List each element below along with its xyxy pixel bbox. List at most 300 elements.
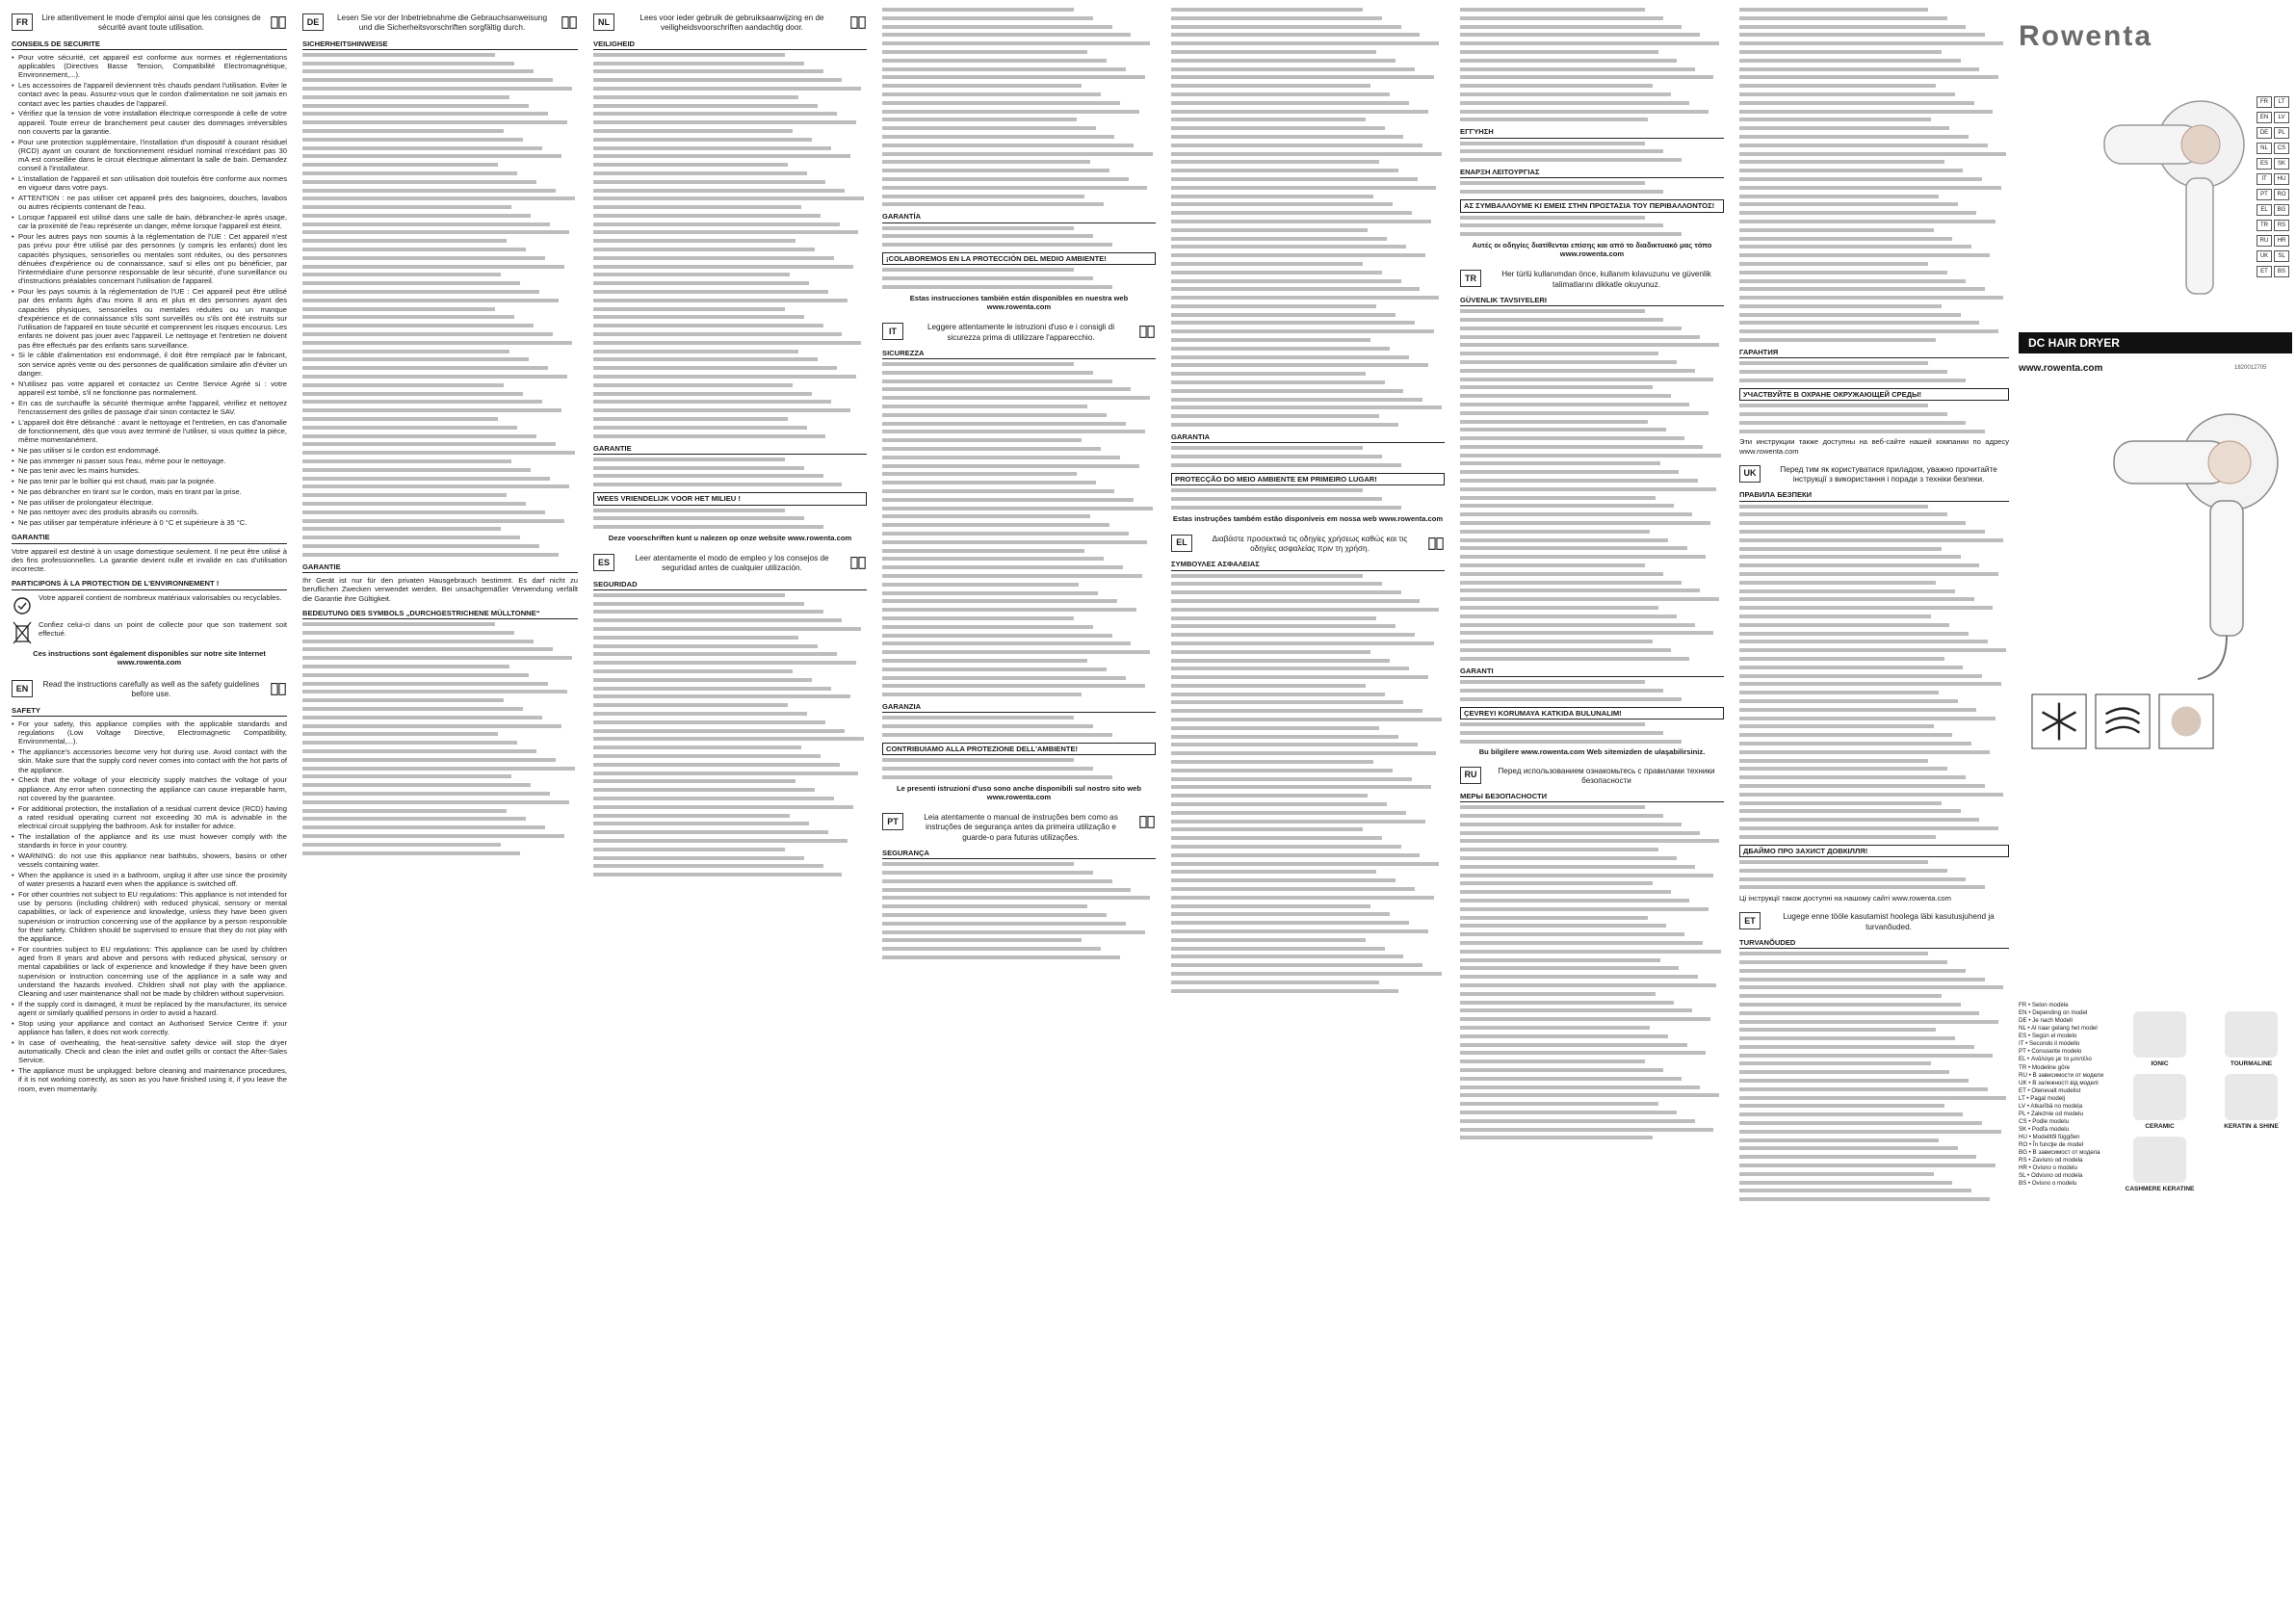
text-line-placeholder [882, 447, 1101, 451]
language-code-tag: IT [2257, 173, 2272, 185]
text-line-placeholder [1739, 67, 1979, 71]
fr-env-text-2: Confiez celui-ci dans un point de collecte pour que son traitement soit effectué. [39, 619, 287, 638]
text-line-placeholder [1460, 648, 1671, 652]
text-line-placeholder [593, 357, 818, 361]
text-line-placeholder [1171, 794, 1368, 798]
text-line-placeholder [882, 144, 1134, 147]
text-line-placeholder [593, 69, 823, 73]
text-line-placeholder [1739, 750, 1990, 754]
feature-label: IONIC [2151, 1060, 2169, 1067]
text-line-placeholder [1739, 724, 1934, 728]
text-line-placeholder [1460, 50, 1658, 54]
text-line-placeholder [593, 703, 788, 707]
text-line-placeholder [1460, 975, 1698, 979]
text-line-placeholder [1460, 615, 1677, 618]
et-safety-body [1739, 952, 2009, 1201]
text-line-placeholder [1739, 530, 1985, 534]
text-line-placeholder [882, 724, 1093, 728]
text-line-placeholder [1171, 84, 1370, 88]
text-line-placeholder [593, 104, 818, 108]
text-line-placeholder [1739, 1146, 1958, 1150]
text-line-placeholder [1739, 952, 1928, 955]
text-line-placeholder [1171, 321, 1415, 325]
model-legend [2019, 1002, 2110, 1189]
fr-safety-item: • Pour votre sécurité, cet appareil est conforme aux normes et réglementations applicables (Directives Basse Tension, Compatibilité Electromagnétique, Environnement,...). [18, 53, 287, 80]
text-line-placeholder [1460, 118, 1648, 121]
lang-code-pt: PT [882, 813, 903, 830]
text-line-placeholder [593, 856, 804, 860]
ru-env-body [1739, 404, 2009, 432]
text-line-placeholder [1739, 563, 1979, 567]
text-line-placeholder [1739, 329, 1998, 333]
de-safety-body [302, 53, 578, 557]
text-line-placeholder [882, 126, 1096, 130]
text-line-placeholder [593, 350, 798, 353]
legend-entry: PL • Zależnie od modelu [2019, 1110, 2083, 1117]
text-line-placeholder [1460, 1077, 1682, 1081]
read-manual-icon [270, 680, 287, 697]
text-line-placeholder [1171, 245, 1406, 249]
ru-safety-continued [1739, 8, 2009, 342]
text-line-placeholder [302, 442, 556, 446]
text-line-placeholder [1460, 41, 1719, 45]
it-guarantee-title: GARANZIA [882, 702, 1156, 713]
text-line-placeholder [302, 656, 572, 660]
text-line-placeholder [1460, 385, 1653, 389]
text-line-placeholder [882, 616, 1074, 620]
text-line-placeholder [1460, 110, 1709, 114]
text-line-placeholder [882, 84, 1082, 88]
text-line-placeholder [1171, 853, 1420, 857]
text-line-placeholder [1171, 709, 1422, 713]
fr-safety-item: • Ne pas immerger ni passer sous l'eau, même pour le nettoyage. [18, 457, 287, 465]
es-header [593, 554, 867, 574]
text-line-placeholder [302, 205, 511, 209]
text-line-placeholder [1171, 777, 1412, 781]
text-line-placeholder [593, 779, 796, 783]
text-line-placeholder [1171, 497, 1382, 501]
text-line-placeholder [302, 408, 561, 412]
nl-safety-body [593, 53, 867, 438]
text-line-placeholder [593, 864, 823, 868]
uk-safety-title: ПРАВИЛА БЕЗПЕКИ [1739, 490, 2009, 501]
text-line-placeholder [1739, 75, 1998, 79]
text-line-placeholder [882, 591, 1098, 595]
nl-guarantee-title: GARANTIE [593, 444, 867, 455]
text-line-placeholder [1460, 530, 1650, 534]
text-line-placeholder [593, 171, 807, 175]
text-line-placeholder [882, 549, 1084, 553]
text-line-placeholder [302, 544, 539, 548]
text-line-placeholder [302, 69, 534, 73]
text-line-placeholder [1171, 590, 1401, 594]
es-env-title: ¡COLABOREMOS EN LA PROTECCIÓN DEL MEDIO AMBIENTE! [882, 252, 1156, 265]
read-manual-icon [1427, 535, 1445, 552]
text-line-placeholder [593, 848, 785, 851]
text-line-placeholder [1739, 978, 1985, 981]
text-line-placeholder [302, 375, 567, 379]
text-line-placeholder [593, 729, 845, 733]
tr-env-body [1460, 722, 1724, 744]
text-line-placeholder [1739, 784, 1985, 788]
text-line-placeholder [1460, 924, 1666, 928]
text-line-placeholder [882, 387, 1131, 391]
text-line-placeholder [593, 248, 815, 251]
text-line-placeholder [302, 792, 550, 796]
en-safety-item: • If the supply cord is damaged, it must be replaced by the manufacturer, its service agent or similarly qualified persons in order to avoid a hazard. [18, 1000, 287, 1018]
lang-code-es: ES [593, 554, 614, 571]
text-line-placeholder [302, 451, 575, 455]
text-line-placeholder [1460, 874, 1713, 877]
text-line-placeholder [882, 896, 1150, 900]
text-line-placeholder [882, 169, 1109, 172]
text-line-placeholder [1171, 202, 1393, 206]
column-fr-en [6, 8, 293, 1614]
text-line-placeholder [1739, 648, 2006, 652]
column-ru-uk-et [1734, 8, 2015, 1614]
text-line-placeholder [1739, 733, 1952, 737]
text-line-placeholder [1460, 394, 1671, 398]
language-code-tag: RU [2257, 235, 2272, 247]
text-line-placeholder [302, 265, 564, 269]
fr-safety-item: • Vérifiez que la tension de votre installation électrique corresponde à celle de votre appareil. Toute erreur de branchement peut causer des dommages irréversibles non couverts par la garantie. [18, 109, 287, 136]
lang-code-tr: TR [1460, 270, 1481, 287]
text-line-placeholder [593, 146, 831, 150]
text-line-placeholder [302, 434, 536, 438]
text-line-placeholder [882, 464, 1139, 468]
text-line-placeholder [1460, 403, 1689, 406]
text-line-placeholder [302, 783, 531, 787]
en-intro: Read the instructions carefully as well as the safety guidelines before use. [42, 680, 260, 699]
text-line-placeholder [1171, 488, 1363, 492]
text-line-placeholder [1460, 555, 1706, 559]
it-intro: Leggere attentamente le istruzioni d'uso e i consigli di sicurezza prima di utilizzare l'apparecchio. [926, 323, 1115, 342]
text-line-placeholder [1460, 992, 1656, 996]
uk-intro: Перед тим як користуватися приладом, уважно прочитайте інструкції з використання і поради з техніки безпеки. [1780, 464, 1997, 484]
el-safety-body [1171, 574, 1445, 993]
text-line-placeholder [302, 459, 511, 463]
text-line-placeholder [593, 383, 793, 387]
text-line-placeholder [1460, 899, 1689, 903]
text-line-placeholder [593, 720, 825, 724]
text-line-placeholder [882, 767, 1093, 771]
de-intro: Lesen Sie vor der Inbetriebnahme die Gebrauchsanweisung und die Sicherheitsvorschriften sorgfältig durch. [336, 13, 548, 33]
text-line-placeholder [1460, 640, 1653, 643]
text-line-placeholder [1171, 624, 1396, 628]
et-intro: Lugege enne tööle kasutamist hoolega läbi kasutusjuhend ja turvanõuded. [1783, 912, 1995, 931]
text-line-placeholder [882, 716, 1074, 719]
text-line-placeholder [1739, 1130, 2001, 1134]
text-line-placeholder [1171, 446, 1363, 450]
text-line-placeholder [1739, 717, 1996, 720]
feature-image [2225, 1011, 2278, 1058]
ru-env-title: УЧАСТВУЙТЕ В ОХРАНЕ ОКРУЖАЮЩЕЙ СРЕДЫ! [1739, 388, 2009, 401]
et-header [1739, 912, 2009, 932]
text-line-placeholder [882, 226, 1074, 230]
text-line-placeholder [1739, 860, 1928, 864]
text-line-placeholder [302, 239, 507, 243]
it-footer: Le presenti istruzioni d'uso sono anche disponibili sul nostro sito web www.rowenta.com [896, 783, 1142, 801]
text-line-placeholder [1739, 1045, 1974, 1049]
text-line-placeholder [882, 955, 1120, 959]
text-line-placeholder [1460, 916, 1648, 920]
text-line-placeholder [302, 707, 523, 711]
language-code-tag: RS [2274, 220, 2289, 231]
text-line-placeholder [593, 400, 831, 404]
text-line-placeholder [882, 396, 1150, 400]
text-line-placeholder [1460, 1017, 1710, 1021]
lang-code-de: DE [302, 13, 324, 31]
legend-entry: RS • Zavisno od modela [2019, 1157, 2083, 1164]
text-line-placeholder [302, 273, 501, 276]
text-line-placeholder [1171, 896, 1434, 900]
es-guarantee-body [882, 226, 1156, 248]
text-line-placeholder [1171, 414, 1379, 418]
text-line-placeholder [1739, 767, 1947, 771]
text-line-placeholder [302, 851, 520, 855]
text-line-placeholder [1739, 1197, 1990, 1201]
text-line-placeholder [1739, 135, 1969, 139]
text-line-placeholder [882, 379, 1112, 383]
fr-safety-item: • ATTENTION : ne pas utiliser cet appareil près des baignoires, douches, lavabos ou autres récipients contenant de l'eau. [18, 194, 287, 212]
text-line-placeholder [593, 375, 856, 379]
text-line-placeholder [593, 627, 861, 631]
text-line-placeholder [882, 498, 1134, 502]
text-line-placeholder [593, 281, 809, 285]
text-line-placeholder [1739, 126, 1949, 130]
text-line-placeholder [882, 481, 1096, 484]
text-line-placeholder [1739, 826, 1998, 830]
text-line-placeholder [593, 120, 856, 124]
fr-safety-item: • Ne pas utiliser de prolongateur électrique. [18, 498, 287, 507]
text-line-placeholder [1739, 775, 1966, 779]
tr-guarantee-title: GARANTI [1460, 667, 1724, 677]
text-line-placeholder [882, 202, 1104, 206]
text-line-placeholder [1460, 411, 1709, 415]
text-line-placeholder [302, 665, 509, 668]
fr-safety-item: • Pour les autres pays non soumis à la réglementation de l'UE : Cet appareil n'est pas prévu pour être utilisé par des personnes (y compris les enfants) dont les capacités physiques, sensorielles ou mentales sont réduites, ou des personnes dénuées d'expérience ou de connaissance, sauf si elles ont pu bénéficier, par l'intermédiaire d'une personne responsable de leur sécurité, d'une surveillance ou d'instructions préalables concernant l'utilisation de l'appareil. [18, 232, 287, 286]
text-line-placeholder [1739, 994, 1942, 998]
text-line-placeholder [882, 422, 1126, 426]
text-line-placeholder [1460, 1119, 1695, 1123]
text-line-placeholder [593, 214, 821, 218]
it-safety-body [882, 362, 1156, 696]
text-line-placeholder [1739, 708, 1976, 712]
text-line-placeholder [593, 509, 785, 512]
text-line-placeholder [593, 112, 837, 116]
text-line-placeholder [1171, 785, 1431, 789]
diffuser-icon [2158, 693, 2214, 749]
text-line-placeholder [593, 196, 864, 200]
text-line-placeholder [302, 400, 542, 404]
text-line-placeholder [882, 8, 1074, 12]
feature-tile [2119, 1137, 2201, 1193]
text-line-placeholder [1739, 110, 1993, 114]
text-line-placeholder [882, 489, 1114, 493]
text-line-placeholder [1460, 740, 1682, 744]
language-index [2257, 96, 2289, 277]
legend-entry: BS • Ovisno o modelu [2019, 1180, 2077, 1188]
text-line-placeholder [593, 222, 840, 226]
text-line-placeholder [1171, 177, 1418, 181]
text-line-placeholder [882, 67, 1126, 71]
read-manual-icon [270, 13, 287, 31]
text-line-placeholder [1460, 327, 1682, 330]
legend-entry: EL • Ανάλογα με το μοντέλο [2019, 1056, 2092, 1063]
text-line-placeholder [1739, 253, 1990, 257]
text-line-placeholder [302, 690, 567, 693]
text-line-placeholder [1739, 632, 1969, 636]
text-line-placeholder [593, 839, 848, 843]
text-line-placeholder [882, 922, 1126, 926]
language-code-tag: SL [2274, 250, 2289, 262]
el-guarantee-title: ΕΓΓΥΗΣΗ [1460, 127, 1724, 138]
text-line-placeholder [882, 25, 1112, 29]
text-line-placeholder [1460, 597, 1719, 601]
text-line-placeholder [1460, 158, 1682, 162]
text-line-placeholder [1739, 960, 1947, 964]
language-code-tag: FR [2257, 96, 2272, 108]
text-line-placeholder [593, 180, 825, 184]
text-line-placeholder [1739, 25, 1966, 29]
el-footer: Αυτές οι οδηγίες διατίθενται επίσης και από το διαδικτυακό μας τόπο www.rowenta.com [1472, 240, 1712, 259]
text-line-placeholder [882, 888, 1131, 892]
text-line-placeholder [302, 120, 567, 124]
text-line-placeholder [1739, 547, 1942, 551]
text-line-placeholder [302, 631, 514, 635]
text-line-placeholder [302, 112, 548, 116]
read-manual-icon [849, 554, 867, 571]
text-line-placeholder [1739, 793, 2003, 797]
text-line-placeholder [1460, 823, 1682, 826]
rowenta-logo: Rowenta [2019, 20, 2153, 52]
fr-safety-item: • Les accessoires de l'appareil deviennent très chauds pendant l'utilisation. Eviter le contact avec la peau. Assurez-vous que le cordon d'alimentation ne soit jamais en contact avec les parties chaudes de l'appareil. [18, 81, 287, 108]
text-line-placeholder [882, 160, 1090, 164]
text-line-placeholder [302, 366, 548, 370]
es-intro: Leer atentamente el modo de empleo y los consejos de seguridad antes de cualquier utilización. [635, 554, 829, 573]
legend-entry: TR • Modeline göre [2019, 1063, 2071, 1071]
text-line-placeholder [882, 118, 1077, 121]
language-code-tag: SK [2274, 158, 2289, 170]
text-line-placeholder [1171, 718, 1442, 721]
text-line-placeholder [1739, 657, 1944, 661]
fr-safety-list [12, 53, 287, 528]
text-line-placeholder [302, 502, 526, 506]
text-line-placeholder [1739, 1011, 1979, 1015]
language-code-tag: DE [2257, 127, 2272, 139]
text-line-placeholder [1460, 839, 1719, 843]
text-line-placeholder [1460, 25, 1682, 29]
text-line-placeholder [302, 189, 556, 193]
text-line-placeholder [882, 608, 1136, 612]
text-line-placeholder [882, 456, 1120, 459]
text-line-placeholder [593, 610, 823, 614]
text-line-placeholder [1739, 640, 1988, 643]
language-code-tag: ES [2257, 158, 2272, 170]
text-line-placeholder [1460, 521, 1710, 525]
text-line-placeholder [302, 817, 526, 821]
text-line-placeholder [1171, 279, 1401, 283]
text-line-placeholder [1739, 597, 1974, 601]
text-line-placeholder [302, 774, 511, 778]
legend-entry: UK • В залежності від моделі [2019, 1079, 2099, 1086]
text-line-placeholder [1460, 190, 1663, 194]
legend-entry: FR • Selon modèle [2019, 1002, 2069, 1008]
text-line-placeholder [593, 273, 790, 276]
el-env-body [1460, 216, 1724, 237]
text-line-placeholder [1171, 700, 1403, 704]
text-line-placeholder [1739, 262, 1928, 266]
text-line-placeholder [1171, 726, 1379, 730]
language-code-tag: BG [2274, 204, 2289, 216]
text-line-placeholder [593, 458, 785, 461]
text-line-placeholder [593, 678, 812, 682]
en-safety-item: • Stop using your appliance and contact an Authorised Service Centre if: your appliance has fallen, it does not work correctly. [18, 1019, 287, 1037]
text-line-placeholder [882, 195, 1084, 198]
text-line-placeholder [1171, 59, 1396, 63]
text-line-placeholder [1460, 538, 1668, 542]
text-line-placeholder [1171, 186, 1436, 190]
text-line-placeholder [593, 434, 825, 438]
text-line-placeholder [1739, 699, 1958, 703]
text-line-placeholder [1739, 84, 1936, 88]
brand-website: www.rowenta.com [2019, 363, 2103, 374]
text-line-placeholder [593, 189, 845, 193]
text-line-placeholder [1460, 1086, 1700, 1089]
en-safety-item: • WARNING: do not use this appliance near bathtubs, showers, basins or other vessels containing water. [18, 851, 287, 870]
text-line-placeholder [593, 797, 834, 800]
text-line-placeholder [1171, 887, 1415, 891]
text-line-placeholder [882, 41, 1150, 45]
text-line-placeholder [882, 110, 1139, 114]
text-line-placeholder [882, 362, 1074, 366]
text-line-placeholder [1171, 101, 1409, 105]
text-line-placeholder [1171, 811, 1406, 815]
text-line-placeholder [1460, 856, 1677, 860]
text-line-placeholder [302, 724, 561, 728]
text-line-placeholder [1739, 1121, 1982, 1125]
text-line-placeholder [302, 741, 517, 745]
recycle-icon [12, 593, 33, 618]
text-line-placeholder [593, 644, 818, 648]
read-manual-icon [561, 13, 578, 31]
text-line-placeholder [1739, 869, 1947, 873]
text-line-placeholder [302, 510, 545, 514]
text-line-placeholder [882, 152, 1153, 156]
text-line-placeholder [302, 256, 545, 260]
text-line-placeholder [882, 186, 1147, 190]
lang-code-fr: FR [12, 13, 33, 31]
lang-code-en: EN [12, 680, 33, 697]
text-line-placeholder [1171, 760, 1373, 764]
lang-code-it: IT [882, 323, 903, 340]
text-line-placeholder [1171, 878, 1396, 882]
text-line-placeholder [1739, 279, 1966, 283]
language-code-tag: BS [2274, 266, 2289, 277]
text-line-placeholder [302, 682, 548, 686]
text-line-placeholder [1171, 423, 1398, 427]
el-env-title: ΑΣ ΣΥΜΒΑΛΛΟΥΜΕ ΚΙ ΕΜΕΙΣ ΣΤΗΝ ΠΡΟΣΤΑΣΙΑ ΤΟΥ ΠΕΡΙΒΑΛΛΟΝΤΟΣ! [1460, 199, 1724, 212]
text-line-placeholder [1460, 1102, 1658, 1106]
text-line-placeholder [1460, 454, 1721, 458]
text-line-placeholder [1460, 689, 1663, 693]
feature-image [2133, 1137, 2186, 1183]
text-line-placeholder [1460, 101, 1689, 105]
text-line-placeholder [1460, 932, 1684, 936]
text-line-placeholder [882, 871, 1093, 875]
text-line-placeholder [1171, 347, 1390, 351]
pt-guarantee-body [1171, 446, 1445, 467]
